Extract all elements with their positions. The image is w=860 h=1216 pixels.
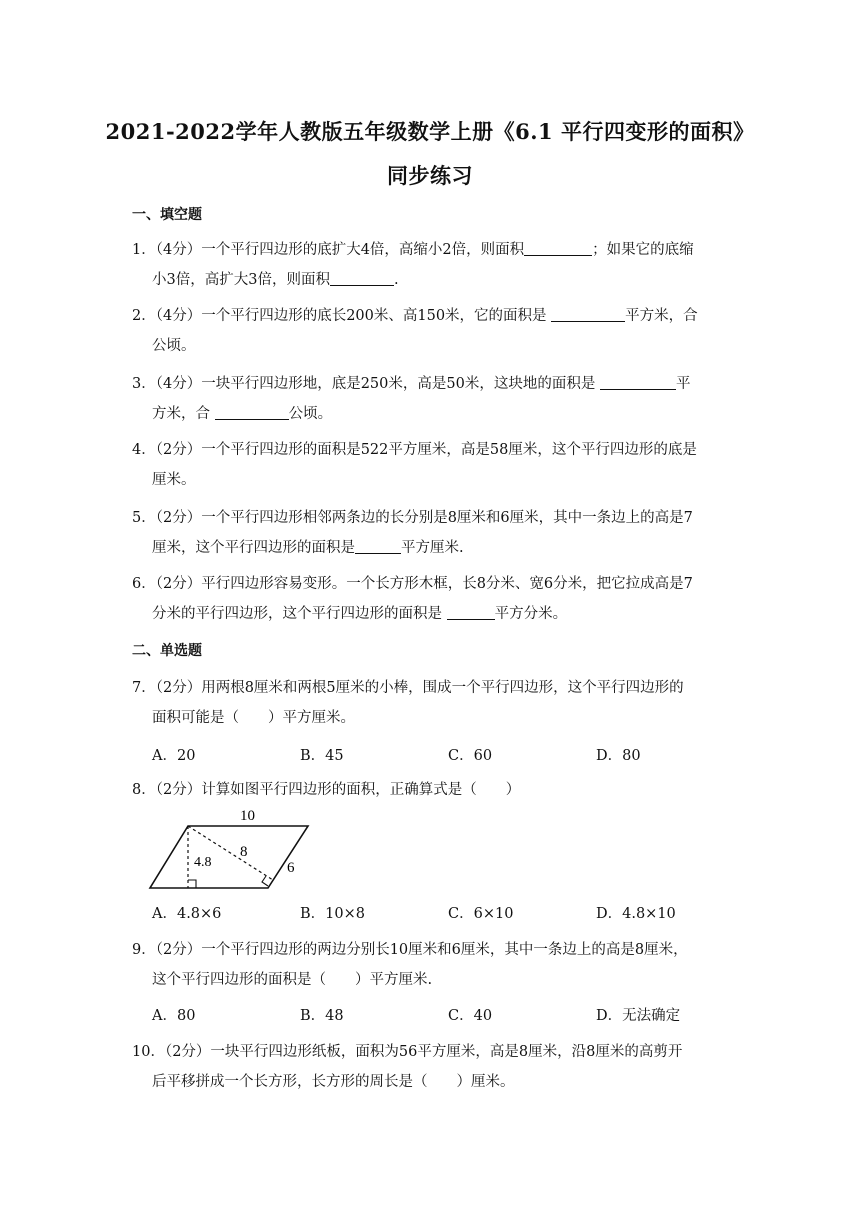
question-6-line-1: 6．（2分）平行四边形容易变形。一个长方形木框，长8分米、宽6分米，把它拉成高是7 <box>132 576 693 592</box>
answer-blank[interactable] <box>524 240 592 256</box>
question-9-line-1: 9．（2分）一个平行四边形的两边分别长10厘米和6厘米，其中一条边上的高是8厘米， <box>132 942 688 958</box>
right-angle-mark <box>188 880 196 888</box>
parallelogram-shape <box>150 826 308 888</box>
title-line-2: 同步练习 <box>387 163 473 188</box>
title-line-1: 2021-2022学年人教版五年级数学上册《6.1 平行四变形的面积》 <box>105 119 755 144</box>
question-4-line-1: 4．（2分）一个平行四边形的面积是522平方厘米，高是58厘米，这个平行四边形的底是 <box>132 442 697 458</box>
option-d[interactable]: D．4.8×10 <box>596 906 676 922</box>
question-10-line-1: 10．（2分）一块平行四边形纸板，面积为56平方厘米，高是8厘米，沿8厘米的高剪开 <box>132 1044 683 1060</box>
option-b[interactable]: B．45 <box>300 748 344 764</box>
answer-blank[interactable] <box>330 270 394 286</box>
option-a[interactable]: A．80 <box>152 1008 196 1024</box>
option-d[interactable]: D．80 <box>596 748 641 764</box>
question-1-line-1: 1．（4分）一个平行四边形的底扩大4倍，高缩小2倍，则面积 ；如果它的底缩 <box>132 242 694 258</box>
option-a[interactable]: A．4.8×6 <box>152 906 222 922</box>
question-2-line-1: 2．（4分）一个平行四边形的底长200米、高150米，它的面积是 平方米，合 <box>132 308 698 324</box>
question-7-line-2: 面积可能是（ ）平方厘米。 <box>152 710 355 726</box>
option-c[interactable]: C．6×10 <box>448 906 514 922</box>
question-3-line-1: 3．（4分）一块平行四边形地，底是250米，高是50米，这块地的面积是 平 <box>132 376 691 392</box>
option-b[interactable]: B．48 <box>300 1008 344 1024</box>
question-8-line-1: 8．（2分）计算如图平行四边形的面积，正确算式是（ ） <box>132 782 521 798</box>
option-c[interactable]: C．60 <box>448 748 493 764</box>
answer-blank[interactable] <box>600 374 676 390</box>
label-diag: 8 <box>240 844 248 860</box>
label-height: 4.8 <box>194 855 212 870</box>
question-9-line-2: 这个平行四边形的面积是（ ）平方厘米. <box>152 972 433 988</box>
option-d[interactable]: D．无法确定 <box>596 1008 681 1024</box>
question-4-line-2: 厘米。 <box>152 472 196 488</box>
option-b[interactable]: B．10×8 <box>300 906 365 922</box>
option-a[interactable]: A．20 <box>152 748 196 764</box>
question-10-line-2: 后平移拼成一个长方形，长方形的周长是（ ）厘米。 <box>152 1074 515 1090</box>
parallelogram-figure <box>148 800 312 894</box>
right-angle-mark <box>262 876 268 886</box>
question-3-line-2: 方米，合 公顷。 <box>152 406 333 422</box>
question-5-line-2: 厘米，这个平行四边形的面积是 平方厘米. <box>152 540 464 556</box>
label-side: 6 <box>287 860 295 876</box>
answer-blank[interactable] <box>355 538 401 554</box>
question-5-line-1: 5．（2分）一个平行四边形相邻两条边的长分别是8厘米和6厘米，其中一条边上的高是7 <box>132 510 693 526</box>
section-fill-blank: 一、填空题 <box>132 207 202 223</box>
section-single-choice: 二、单选题 <box>132 643 202 659</box>
answer-blank[interactable] <box>447 604 495 620</box>
question-2-line-2: 公顷。 <box>152 338 196 354</box>
question-6-line-2: 分米的平行四边形，这个平行四边形的面积是 平方分米。 <box>152 606 568 622</box>
answer-blank[interactable] <box>551 306 625 322</box>
answer-blank[interactable] <box>215 404 289 420</box>
question-1-line-2: 小3倍，高扩大3倍，则面积 . <box>152 272 399 288</box>
option-c[interactable]: C．40 <box>448 1008 493 1024</box>
diagonal-height-line <box>188 826 273 880</box>
label-top: 10 <box>240 808 255 824</box>
question-7-line-1: 7．（2分）用两根8厘米和两根5厘米的小棒，围成一个平行四边形，这个平行四边形的 <box>132 680 684 696</box>
